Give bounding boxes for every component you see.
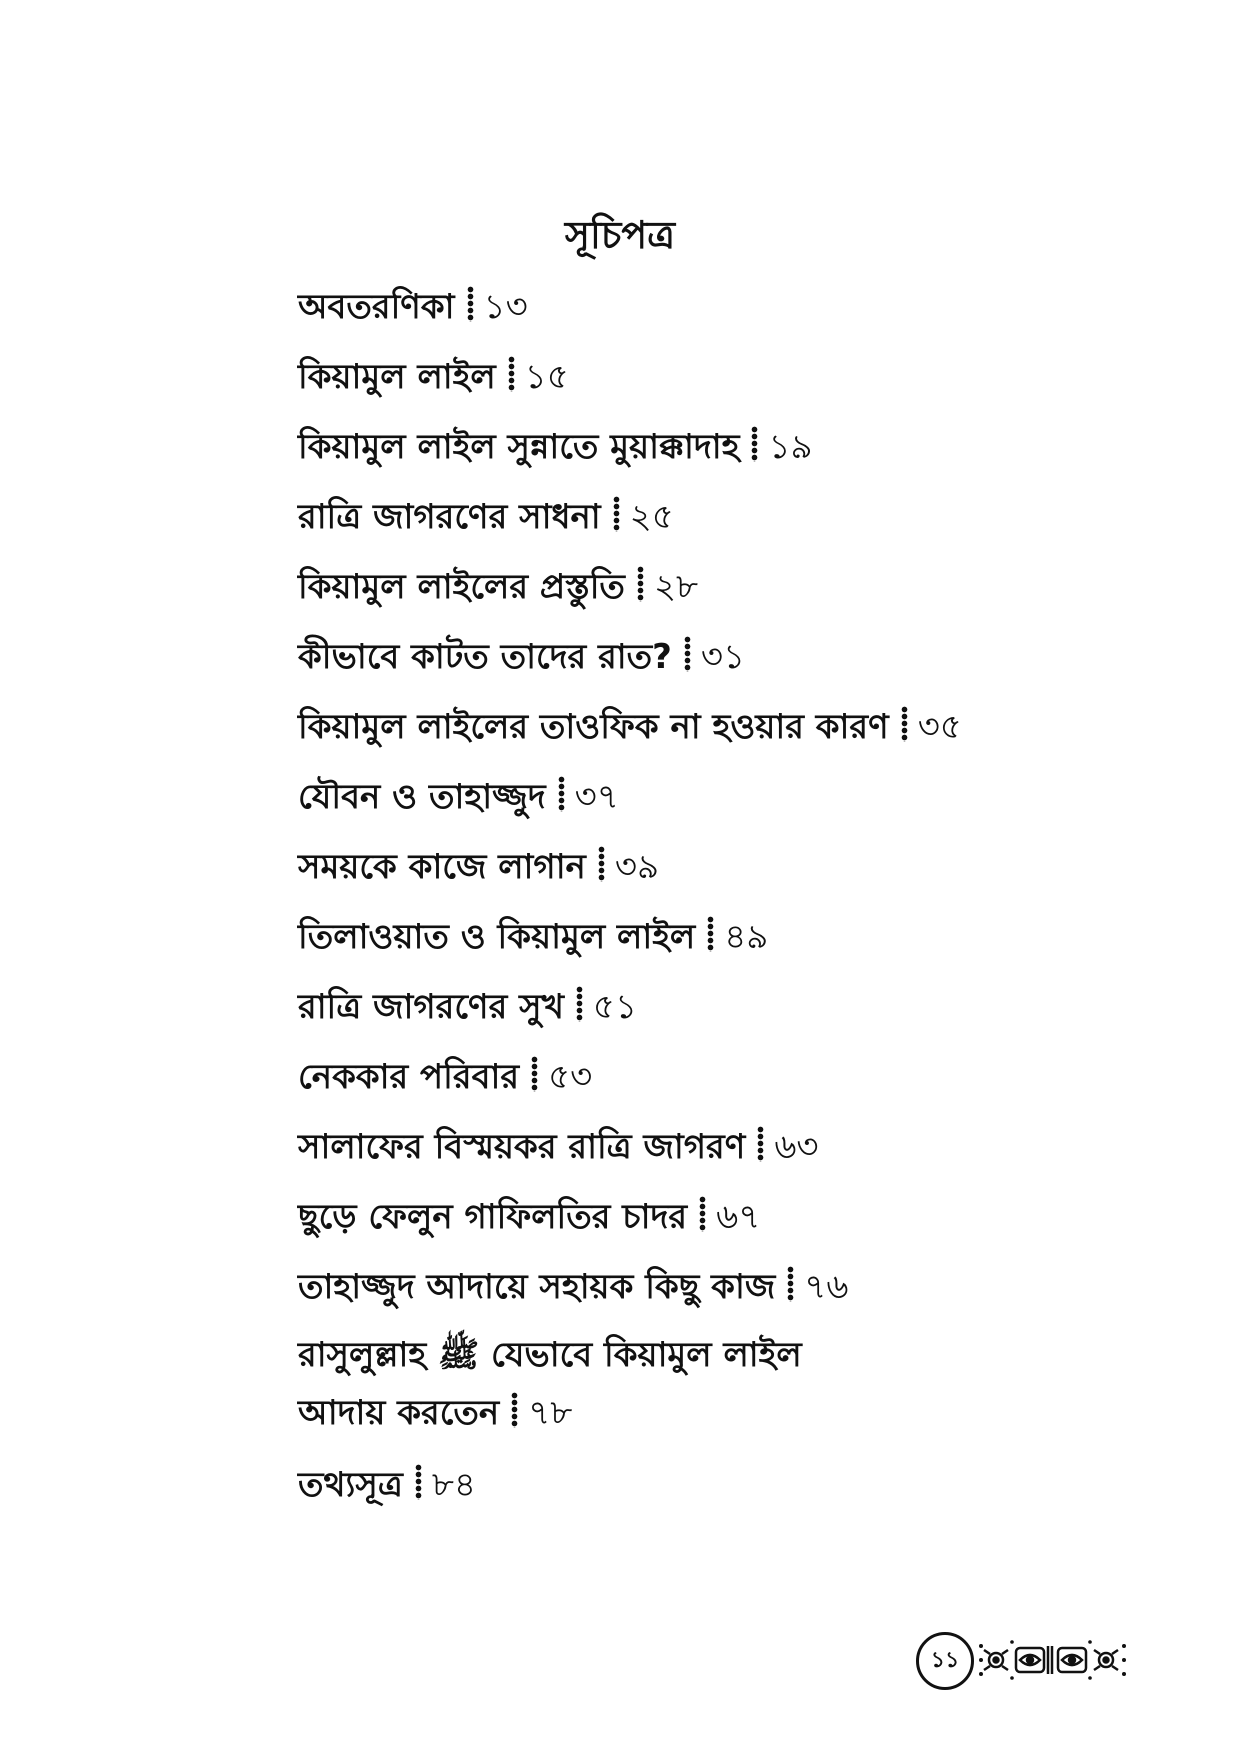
page-title: সূচিপত্র — [564, 213, 676, 258]
toc-entry-title: সময়কে কাজে লাগান — [298, 847, 586, 887]
toc-entry[interactable] — [298, 1450, 1098, 1520]
toc-entry-page: ৩১ — [700, 637, 746, 677]
toc-entry-title: সালাফের বিস্ময়কর রাত্রি জাগরণ — [298, 1127, 746, 1167]
dotted-separator-icon — [901, 706, 908, 742]
dotted-separator-icon — [558, 776, 565, 812]
toc-entry[interactable] — [298, 622, 1098, 692]
dotted-separator-icon — [531, 1056, 538, 1092]
table-of-contents — [298, 272, 1098, 1520]
toc-entry-page: ৪৯ — [724, 917, 769, 957]
toc-entry[interactable] — [298, 1112, 1098, 1182]
dotted-separator-icon — [576, 986, 583, 1022]
toc-entry-page: ১৯ — [768, 427, 813, 467]
toc-entry-page: ১৫ — [524, 357, 569, 397]
toc-entry-title: কিয়ামুল লাইল সুন্নাতে মুয়াক্কাদাহ — [298, 427, 740, 467]
dotted-separator-icon — [699, 1196, 706, 1232]
dotted-separator-icon — [751, 426, 758, 462]
toc-entry[interactable] — [298, 762, 1098, 832]
toc-entry-page: ২৫ — [629, 497, 674, 537]
toc-entry-title: রাত্রি জাগরণের সাধনা — [298, 497, 601, 537]
toc-entry-page: ৭৮ — [528, 1393, 573, 1433]
toc-entry-page: ৬৩ — [774, 1127, 819, 1167]
toc-entry-page: ৩৫ — [917, 707, 962, 747]
toc-entry[interactable] — [298, 482, 1098, 552]
toc-entry[interactable] — [298, 342, 1098, 412]
toc-entry-title: রাত্রি জাগরণের সুখ — [298, 987, 564, 1027]
toc-entry-page: ৫১ — [592, 987, 638, 1027]
toc-entry-title: কীভাবে কাটত তাদের রাত? — [298, 637, 672, 677]
toc-entry-title: রাসুলুল্লাহ ﷺ যেভাবে কিয়ামুল লাইল আদায় করতেন — [298, 1335, 802, 1433]
toc-entry[interactable] — [298, 902, 1098, 972]
dotted-separator-icon — [467, 286, 474, 322]
dotted-separator-icon — [707, 916, 714, 952]
toc-entry-title: ছুড়ে ফেলুন গাফিলতির চাদর — [298, 1197, 688, 1237]
toc-entry-title: অবতরণিকা — [298, 287, 455, 327]
toc-entry-title: তথ্যসূত্র — [298, 1465, 403, 1505]
dotted-separator-icon — [637, 566, 644, 602]
dotted-separator-icon — [684, 636, 691, 672]
toc-entry-page: ৩৯ — [614, 847, 660, 887]
toc-entry[interactable] — [298, 552, 1098, 622]
toc-entry[interactable] — [298, 692, 1098, 762]
toc-entry-title: কিয়ামুল লাইলের প্রস্তুতি — [298, 567, 625, 607]
toc-entry[interactable] — [298, 1322, 898, 1450]
toc-entry[interactable] — [298, 272, 1098, 342]
toc-entry-title: তাহাজ্জুদ আদায়ে সহায়ক কিছু কাজ — [298, 1267, 776, 1307]
toc-entry-title: তিলাওয়াত ও কিয়ামুল লাইল — [298, 917, 696, 957]
toc-entry-page: ২৮ — [653, 567, 699, 607]
toc-entry[interactable] — [298, 1252, 1098, 1322]
toc-entry-page: ৫৩ — [548, 1057, 593, 1097]
dotted-separator-icon — [508, 356, 515, 392]
toc-entry[interactable] — [298, 1042, 1098, 1112]
toc-entry-page: ৬৭ — [716, 1197, 761, 1237]
dotted-separator-icon — [415, 1464, 422, 1500]
dotted-separator-icon — [757, 1126, 764, 1162]
dotted-separator-icon — [613, 496, 620, 532]
toc-entry[interactable] — [298, 412, 1098, 482]
toc-entry[interactable] — [298, 1182, 1098, 1252]
dotted-separator-icon — [511, 1392, 518, 1428]
toc-entry-title: কিয়ামুল লাইল — [298, 357, 496, 397]
dotted-separator-icon — [787, 1266, 794, 1302]
toc-entry[interactable] — [298, 832, 1098, 902]
toc-entry-page: ৩৭ — [574, 777, 619, 817]
toc-entry-page: ৮৪ — [431, 1465, 476, 1505]
dotted-separator-icon — [598, 846, 605, 882]
ornament-icon — [978, 1636, 1128, 1684]
toc-entry[interactable] — [298, 972, 1098, 1042]
toc-entry-title: যৌবন ও তাহাজ্জুদ — [298, 777, 546, 817]
page-footer — [916, 1632, 1136, 1688]
toc-entry-title: নেককার পরিবার — [298, 1057, 520, 1097]
toc-entry-page: ৭৬ — [804, 1267, 849, 1307]
toc-entry-page: ১৩ — [483, 287, 528, 327]
page-number: ১১ — [916, 1632, 974, 1690]
toc-entry-title: কিয়ামুল লাইলের তাওফিক না হওয়ার কারণ — [298, 707, 889, 747]
